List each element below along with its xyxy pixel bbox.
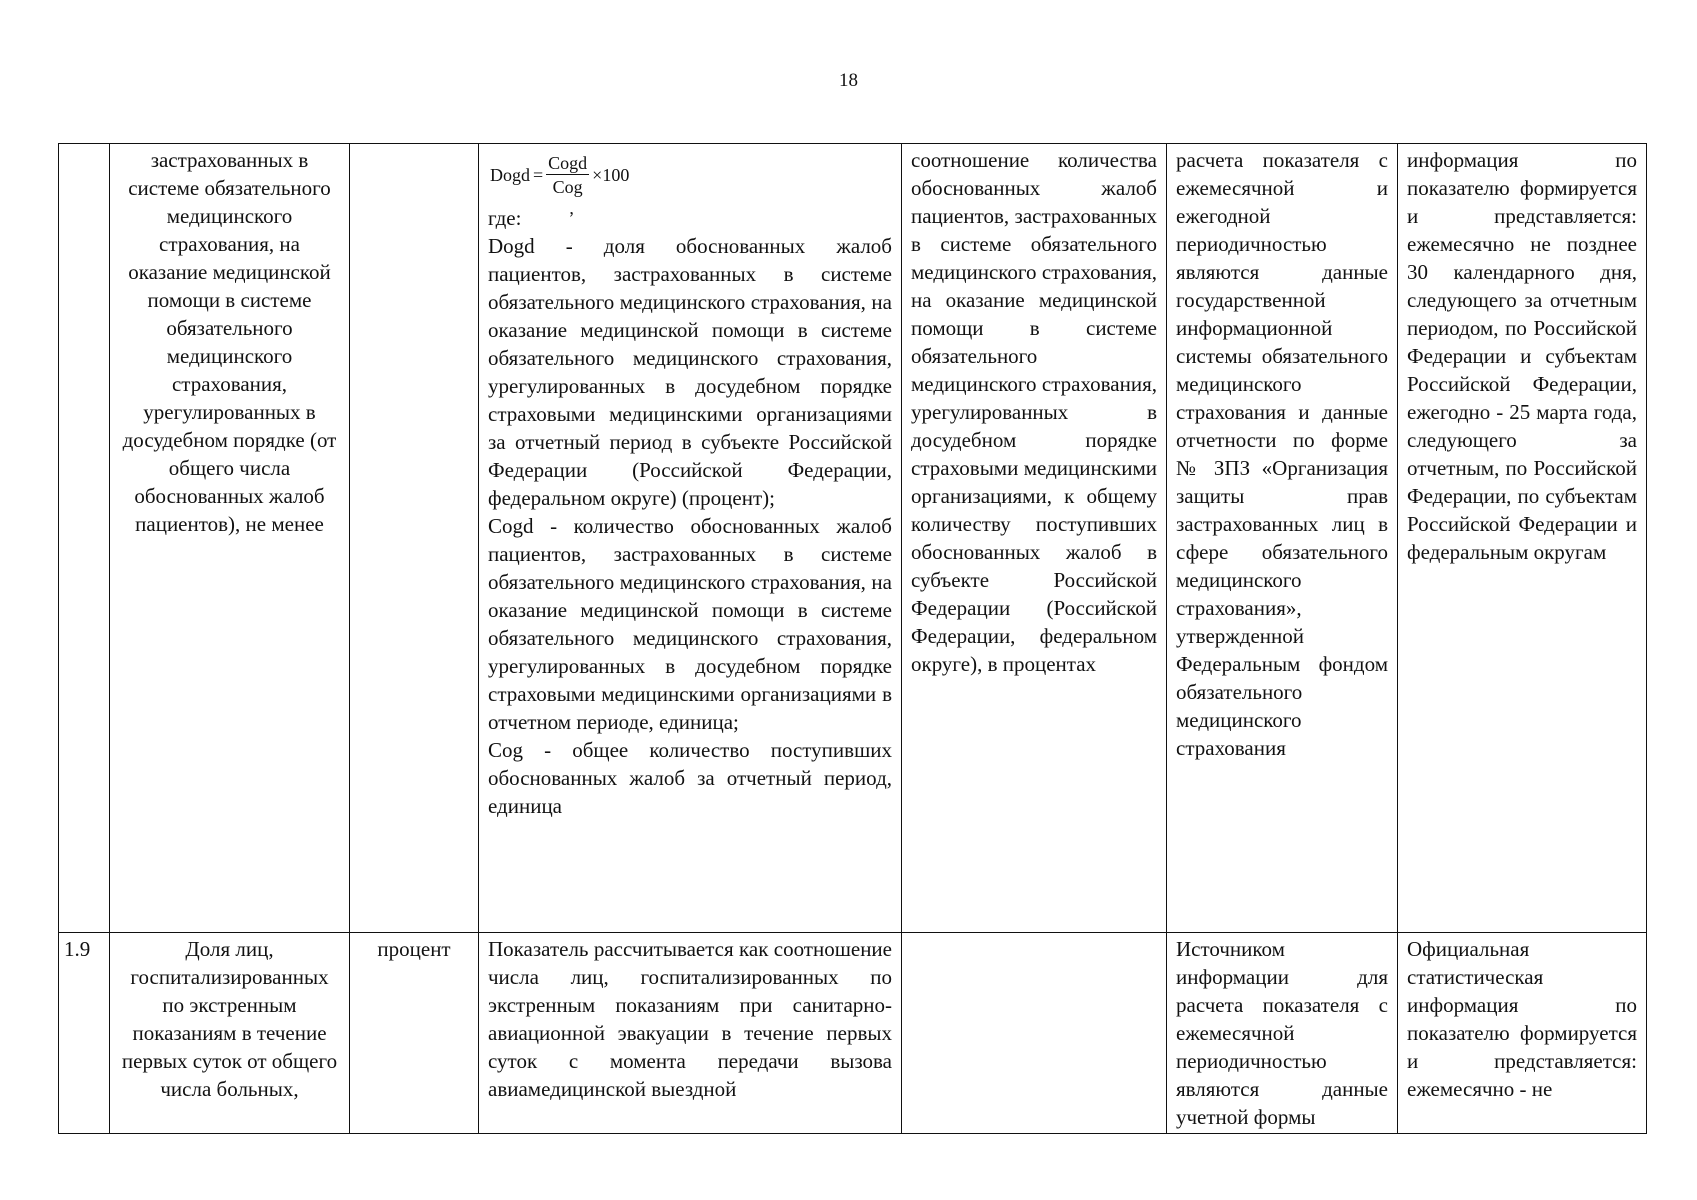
formula-fraction: [546, 153, 589, 197]
formula-comma: ,: [569, 198, 574, 218]
unit-cell: процент: [350, 933, 479, 1134]
page-number: 18: [839, 70, 858, 91]
row-number-cell: 1.9: [59, 933, 110, 1134]
formula-equals: =: [533, 165, 544, 185]
indicator-name-cell: застрахованных в системе обязательного медицинского страхования, на оказание медицинской помощи в системе обязательного медицинского страхования, урегулированных в досудебном порядке (от общего числа обоснованных жалоб пациентов), не менее: [110, 144, 350, 933]
calculation-method-cell: Показатель рассчитывается как соотношение числа лиц, госпитализированных по экстренным показаниям при санитарно-авиационной эвакуации в течение первых суток с момента передачи вызова авиамедицинской выездной: [479, 933, 902, 1134]
formula-denominator: Cog: [552, 177, 583, 197]
indicator-name-cell: Доля лиц, госпитализированных по экстренным показаниям в течение первых суток от общего числа больных,: [110, 933, 350, 1134]
method-paragraph: где:: [488, 206, 522, 230]
method-paragraph: Dogd - доля обоснованных жалоб пациентов, застрахованных в системе обязательного медицинского страхования, на оказание медицинской помощи в системе обязательного медицинского страхования, урегулированных в досудебном порядке страховыми медицинскими организациями за отчетный период в субъекте Российской Федерации (Российской Федерации, федеральном округе) (процент);: [488, 234, 892, 510]
table-row: [59, 933, 1647, 1134]
formula-numerator: Cogd: [548, 153, 588, 173]
calculation-method-cell: [479, 144, 902, 933]
formula-lhs: Dogd: [490, 165, 530, 185]
method-paragraph: Cog - общее количество поступивших обоснованных жалоб за отчетный период, единица: [488, 738, 892, 818]
formula-multiplier: ×100: [592, 165, 630, 185]
source-cell: расчета показателя с ежемесячной и ежегодной периодичностью являются данные государственной информационной системы обязательного медицинского страхования и данные отчетности по форме № ЗПЗ «Организация защиты прав застрахованных лиц в сфере обязательного медицинского страхования», утвержденной Федеральным фондом обязательного медицинского страхования: [1167, 144, 1398, 933]
method-paragraph: Cogd - количество обоснованных жалоб пациентов, застрахованных в системе обязательного медицинского страхования, на оказание медицинской помощи в системе обязательного медицинского страхования, урегулированных в досудебном порядке страховыми медицинскими организациями в отчетном периоде, единица;: [488, 514, 892, 734]
info-cell: информация по показателю формируется и представляется: ежемесячно не позднее 30 календарного дня, следующего за отчетным периодом, по Российской Федерации и субъектам Российской Федерации, ежегодно - 25 марта года, следующего за отчетным, по Российской Федерации, по субъектам Российской Федерации и федеральным округам: [1398, 144, 1647, 933]
row-number-cell: [59, 144, 110, 933]
source-cell: Источником информации для расчета показателя с ежемесячной периодичностью являются данные учетной формы: [1167, 933, 1398, 1134]
description-cell: соотношение количества обоснованных жалоб пациентов, застрахованных в системе обязательного медицинского страхования, на оказание медицинской помощи в системе обязательного медицинского страхования, урегулированных в досудебном порядке страховыми медицинскими организациями, к общему количеству поступивших обоснованных жалоб в субъекте Российской Федерации (Российской Федерации, федеральном округе), в процентах: [902, 144, 1167, 933]
table-row: [59, 144, 1647, 933]
description-cell: [902, 933, 1167, 1134]
unit-cell: [350, 144, 479, 933]
info-cell: Официальная статистическая информация по показателю формируется и представляется: ежемесячно - не: [1398, 933, 1647, 1134]
indicators-table: [58, 143, 1647, 1134]
